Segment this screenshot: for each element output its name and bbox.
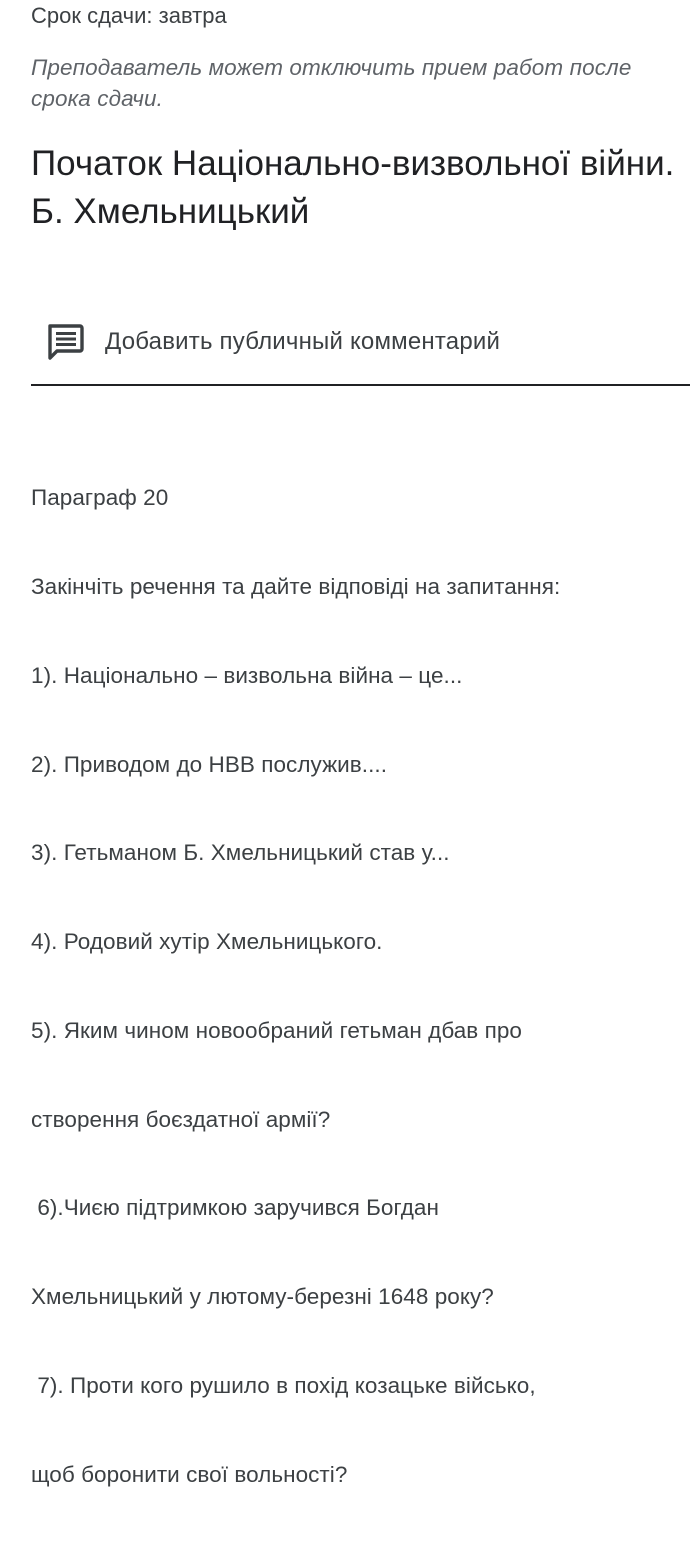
description-line: 5). Яким чином новообраний гетьман дбав про xyxy=(31,1017,522,1043)
add-public-comment-label: Добавить публичный комментарий xyxy=(105,328,501,355)
description-line: створення боєздатної армії? xyxy=(31,1106,331,1132)
description-line: 6).Чиєю підтримкою заручився Богдан xyxy=(31,1195,439,1221)
description-line: 2). Приводом до НВВ послужив.... xyxy=(31,751,388,777)
description-line: щоб боронити свої вольності? xyxy=(31,1461,348,1487)
due-date: Срок сдачи: завтра xyxy=(31,3,227,28)
add-public-comment-button[interactable] xyxy=(31,318,671,366)
assignment-description xyxy=(31,424,691,1549)
late-submission-note: Преподаватель может отключить прием работ после срока сдачи. xyxy=(31,55,632,111)
description-line: 7). Проти кого рушило в похід козацьке військо, xyxy=(31,1373,536,1398)
description-line: Параграф 20 xyxy=(31,485,169,511)
description-line: 4). Родовий хутір Хмельницького. xyxy=(31,929,383,955)
description-line: 1). Національно – визвольна війна – це... xyxy=(31,662,463,688)
description-line: 3). Гетьманом Б. Хмельницький став у... xyxy=(31,840,450,866)
description-line: Закінчіть речення та дайте відповіді на запитання: xyxy=(31,573,561,599)
comment-icon xyxy=(45,321,87,363)
divider xyxy=(31,384,690,386)
assignment-title: Початок Національно-визвольної війни. Б. Хмельницький xyxy=(31,144,675,231)
description-line: Хмельницький у лютому-березні 1648 року? xyxy=(31,1284,494,1310)
